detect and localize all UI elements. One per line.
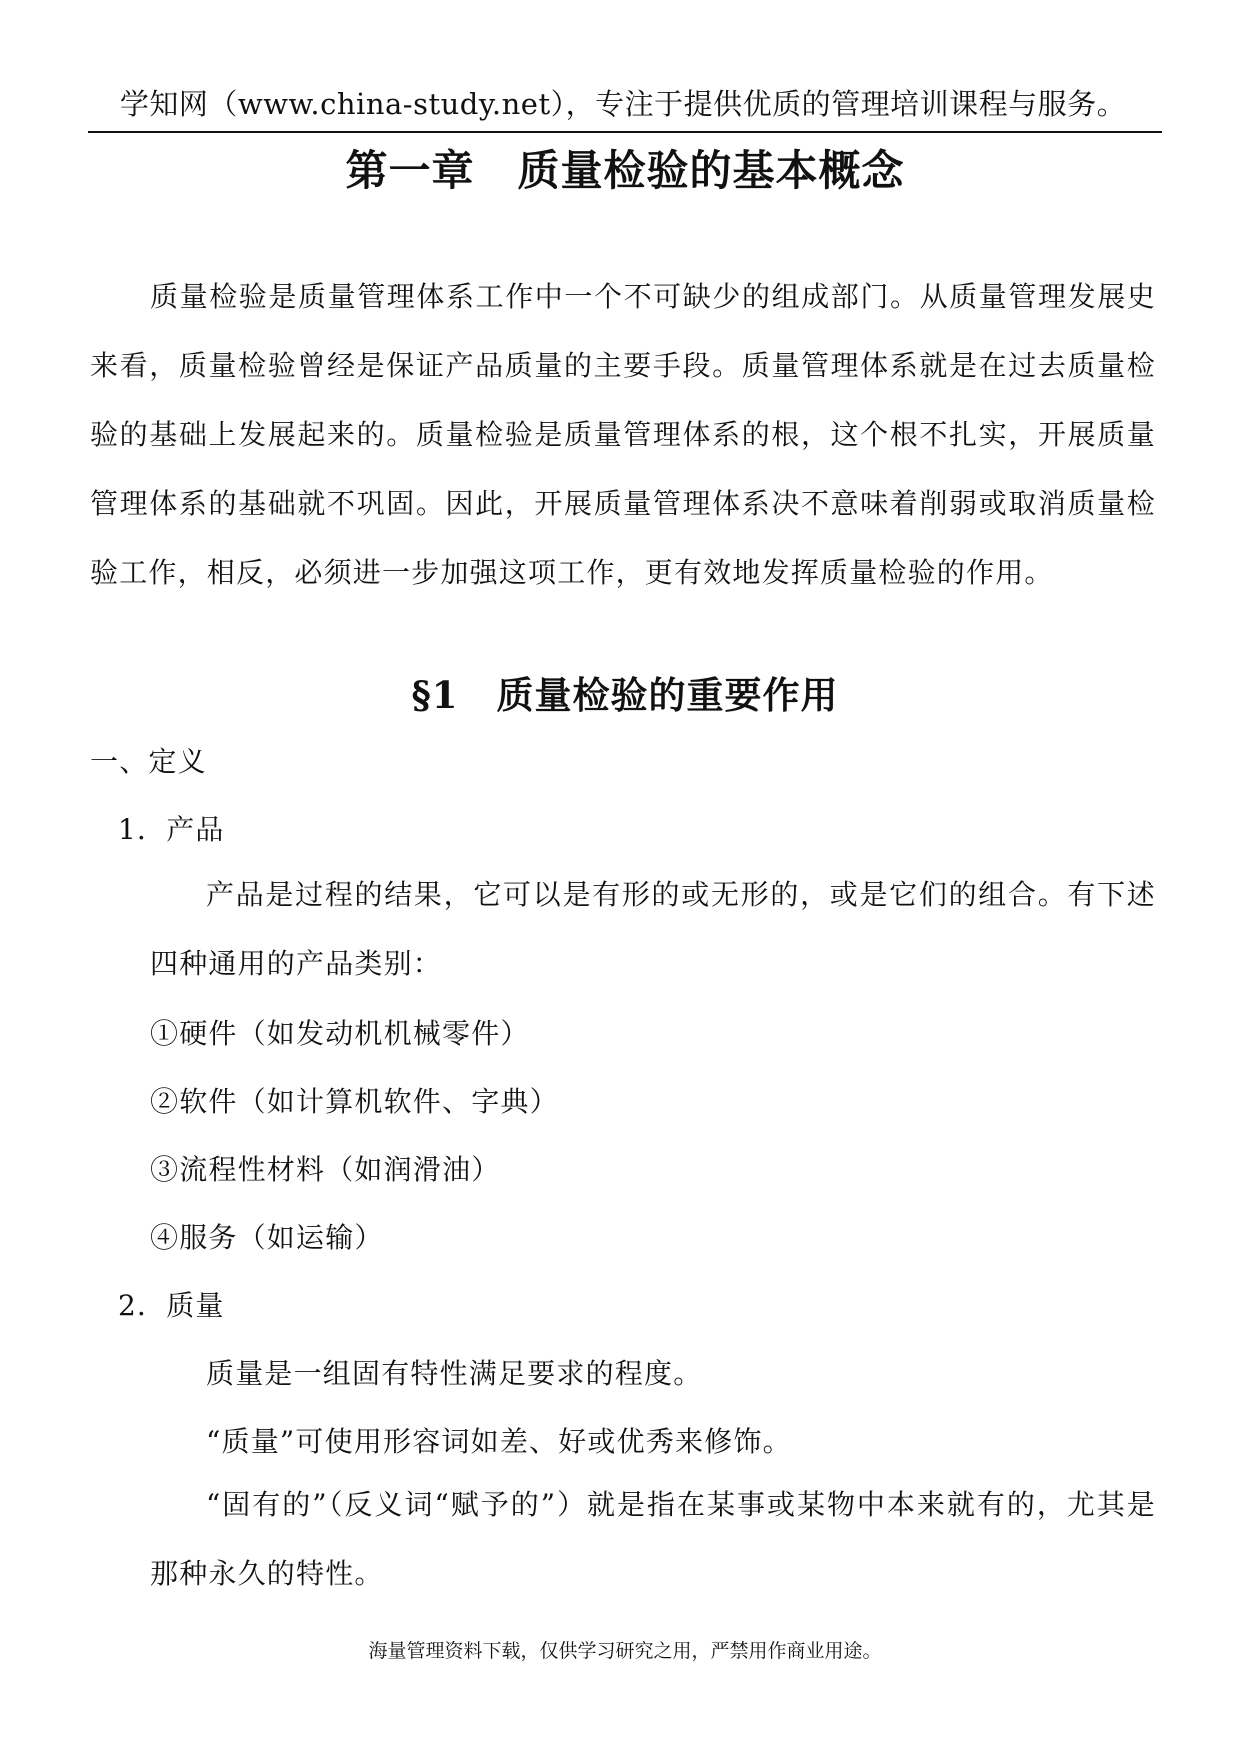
section-title: §1 质量检验的重要作用 bbox=[411, 673, 839, 717]
product-category-item: ①硬件（如发动机机械零件） bbox=[150, 1017, 530, 1050]
product-subheading: 1．产品 bbox=[118, 813, 225, 846]
intro-paragraph: 质量检验是质量管理体系工作中一个不可缺少的组成部门。从质量管理发展史来看，质量检验曾经是保证产品质量的主要手段。质量管理体系就是在过去质量检验的基础上发展起来的。质量检验是质量管理体系的根，这个根不扎实，开展质量管理体系的基础就不巩固。因此，开展质量管理体系决不意味着削弱或取消质量检验工作，相反，必须进一步加强这项工作，更有效地发挥质量检验的作用。 bbox=[90, 280, 1156, 589]
product-category-item: ②软件（如计算机软件、字典） bbox=[150, 1085, 559, 1118]
quality-definition: 质量是一组固有特性满足要求的程度。 bbox=[206, 1357, 703, 1390]
quality-modifier-note: “质量”可使用形容词如差、好或优秀来修饰。 bbox=[206, 1425, 792, 1458]
quality-inherent-note: “固有的”（反义词“赋予的”）就是指在某事或某物中本来就有的，尤其是那种永久的特性。 bbox=[150, 1488, 1156, 1590]
page-header-text: 学知网（www.china-study.net），专注于提供优质的管理培训课程与服务。 bbox=[119, 87, 1127, 121]
page-footer-text: 海量管理资料下载，仅供学习研究之用，严禁用作商业用途。 bbox=[368, 1640, 882, 1662]
product-paragraph: 产品是过程的结果，它可以是有形的或无形的，或是它们的组合。有下述四种通用的产品类别： bbox=[150, 878, 1156, 980]
definition-heading: 一、定义 bbox=[90, 745, 207, 778]
chapter-title: 第一章 质量检验的基本概念 bbox=[345, 146, 905, 195]
product-category-item: ④服务（如运输） bbox=[150, 1221, 384, 1254]
quality-subheading: 2．质量 bbox=[118, 1289, 225, 1322]
product-category-item: ③流程性材料（如润滑油） bbox=[150, 1153, 501, 1186]
header-divider bbox=[88, 131, 1162, 133]
